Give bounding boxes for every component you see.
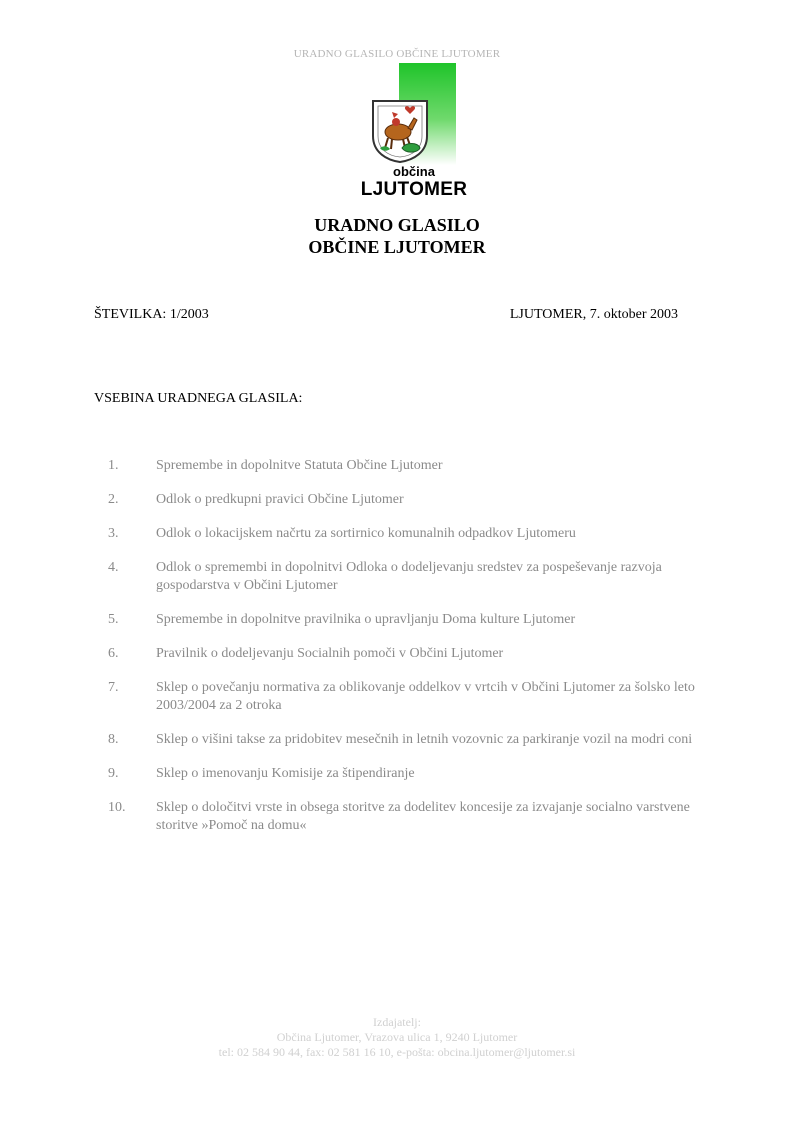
coat-of-arms-icon [370,98,430,164]
item-number: 10. [108,800,126,815]
item-text: Sklep o višini takse za pridobitev mesečnih in letnih vozovnic za parkiranje vozil na modri coni [156,732,693,747]
item-text: Odlok o predkupni pravici Občine Ljutomer [156,492,404,507]
item-number: 4. [108,560,119,575]
item-number: 2. [108,492,119,507]
municipality-logo [360,63,468,203]
document-title [0,214,794,258]
logo-text-ljutomer: LJUTOMER [360,179,468,200]
item-text: Sklep o določitvi vrste in obsega storitve za dodelitev koncesije za izvajanje socialno varstvene storitve »Pomoč na domu« [156,800,690,833]
item-number: 1. [108,458,119,473]
title-line-2: OBČINE LJUTOMER [308,237,486,257]
list-item [108,457,698,475]
item-text: Pravilnik o dodeljevanju Socialnih pomoči v Občini Ljutomer [156,646,504,661]
item-text: Odlok o lokacijskem načrtu za sortirnico komunalnih odpadkov Ljutomeru [156,526,576,541]
footer-address: Občina Ljutomer, Vrazova ulica 1, 9240 Ljutomer [276,1030,518,1044]
list-item [108,559,698,595]
list-item [108,491,698,509]
item-text: Sklep o imenovanju Komisije za štipendiranje [156,766,415,781]
list-item [108,611,698,629]
footer-publisher-label: Izdajatelj: [373,1015,421,1029]
list-item [108,731,698,749]
issue-place-date: LJUTOMER, 7. oktober 2003 [509,307,678,322]
footer-contact: tel: 02 584 90 44, fax: 02 581 16 10, e-pošta: obcina.ljutomer@ljutomer.si [218,1045,576,1059]
item-number: 9. [108,766,119,781]
issue-number: ŠTEVILKA: 1/2003 [94,307,209,322]
publisher-footer [0,1015,794,1060]
item-text: Sklep o povečanju normativa za oblikovanje oddelkov v vrtcih v Občini Ljutomer za šolsko leto 2003/2004 za 2 otroka [156,680,695,713]
item-number: 7. [108,680,119,695]
list-item [108,679,698,715]
contents-heading: VSEBINA URADNEGA GLASILA: [94,391,303,406]
title-line-1: URADNO GLASILO [314,215,480,235]
item-text: Spremembe in dopolnitve pravilnika o upravljanju Doma kulture Ljutomer [156,612,576,627]
list-item [108,799,698,835]
item-text: Spremembe in dopolnitve Statuta Občine Ljutomer [156,458,443,473]
item-number: 6. [108,646,119,661]
logo-text-obcina: občina [393,164,435,179]
list-item [108,525,698,543]
list-item [108,645,698,663]
item-number: 3. [108,526,119,541]
running-header: URADNO GLASILO OBČINE LJUTOMER [293,48,501,60]
item-number: 5. [108,612,119,627]
table-of-contents [108,457,698,851]
item-number: 8. [108,732,119,747]
item-text: Odlok o spremembi in dopolnitvi Odloka o dodeljevanju sredstev za pospeševanje razvoja gospodarstva v Občini Ljutomer [156,560,662,593]
list-item [108,765,698,783]
